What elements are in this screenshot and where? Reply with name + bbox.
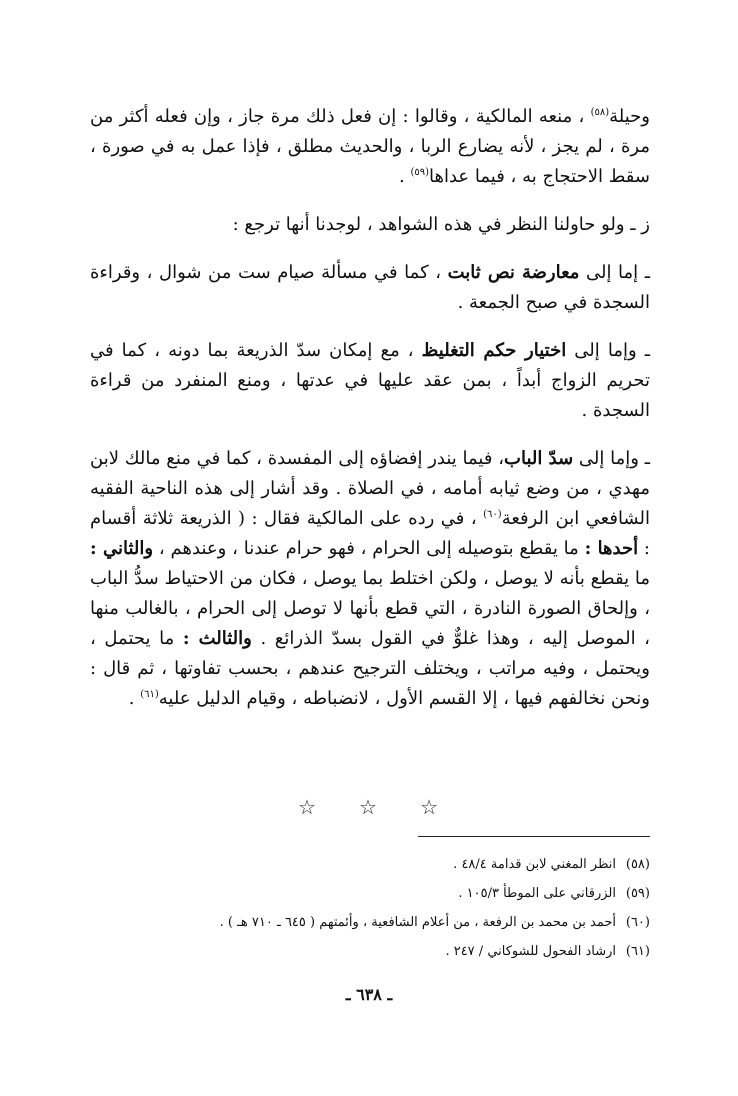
bold-term: والثاني : <box>90 538 154 559</box>
bold-term: أحدها : <box>584 538 639 559</box>
footnote-divider <box>418 836 650 837</box>
bold-term: اختيار حكم التغليظ <box>421 340 567 361</box>
footnote-ref-58: (٥٨) <box>590 107 610 118</box>
footnote-text: أحمد بن محمد بن الرفعة ، من أعلام الشافعية ، وأئمتهم ( ٦٤٥ ـ ٧١٠ هـ ) . <box>219 915 616 930</box>
page-number: ـ ٦٣٨ ـ <box>345 985 393 1004</box>
paragraph-1: وحيلة$^{(٥٨)}$ ، منعه المالكية ، وقالوا : إن فعل ذلك مرة جاز ، وإن فعله أكثر من مرة ، لم يجز ، لأنه يضارع الربا ، والحديث مطلق ، فإذا عمل به في صورة ، سقط الاحتجاج به ، فيما عداها$^{(٥٩)}$ . <box>90 106 650 187</box>
footnote-number: (٥٨) <box>625 857 650 872</box>
paragraph-2: ز ـ ولو حاولنا النظر في هذه الشواهد ، لوجدنا أنها ترجع : <box>232 214 650 235</box>
footnote-text: ارشاد الفحول للشوكاني / ٢٤٧ . <box>445 944 616 959</box>
bold-term: والثالث : <box>182 628 252 649</box>
paragraph-5: ـ وإما إلى سدّ الباب، فيما يندر إفضاؤه إلى المفسدة ، كما في منع مالك لابن مهدي ، من وضع ثيابه أمامه ، في الصلاة . وقد أشار إلى هذه الناحية الفقيه الشافعي ابن الرفعة$^{(٦٠)}$ ، في رده على المالكية فقال : ( الذريعة ثلاثة أقسام : أحدها : ما يقطع بتوصيله إلى الحرام ، فهو حرام عندنا ، وعندهم ، والثاني : ما يقطع بأنه لا يوصل ، ولكن اختلط بما يوصل ، فكان من الاحتياط سدُّ الباب ، وإلحاق الصورة النادرة ، التي قطع بأنها لا توصل إلى الحرام ، بالغالب منها ، الموصل إليه ، وهذا غلوٌّ في القول بسدّ الذرائع . والثالث : ما يحتمل ، ويحتمل ، وفيه مراتب ، ويختلف الترجيح عندهم ، بحسب تفاوتها ، ثم قال : ونحن نخالفهم فيها ، إلا القسم الأول ، لانضباطه ، وقيام الدليل عليه$^{(٦١)}$ . <box>90 448 650 709</box>
footnote-text: الزرقاني على الموطأ ١٠٥/٣ . <box>458 886 616 901</box>
footnote <box>90 908 650 937</box>
footnote <box>90 937 650 966</box>
footnote-ref-61: (٦١) <box>140 689 159 700</box>
bold-term: معارضة نص ثابت <box>447 262 580 283</box>
paragraph-3: ـ إما إلى معارضة نص ثابت ، كما في مسألة صيام ست من شوال ، وقراءة السجدة في صبح الجمعة . <box>90 262 650 313</box>
footnote-number: (٦١) <box>625 944 650 959</box>
footnote-number: (٦٠) <box>625 915 650 930</box>
star-icon: ☆ <box>359 795 377 819</box>
main-text <box>90 102 650 714</box>
footnote-number: (٥٩) <box>625 886 650 901</box>
footnote-text: انظر المغني لابن قدامة ٤٨/٤ . <box>453 857 616 872</box>
star-icon: ☆ <box>420 795 438 819</box>
footnotes <box>90 850 650 966</box>
footnote-ref-59: (٥٩) <box>410 167 429 178</box>
footnote-ref-60: (٦٠) <box>483 509 502 520</box>
footnote <box>90 879 650 908</box>
star-icon: ☆ <box>298 795 316 819</box>
paragraph-4: ـ وإما إلى اختيار حكم التغليظ ، مع إمكان سدّ الذريعة بما دونه ، كما في تحريم الزواج أبداً ، بمن عقد عليها في عدتها ، ومنع المنفرد من قراءة السجدة . <box>90 340 650 421</box>
section-separator <box>298 795 438 819</box>
footnote <box>90 850 650 879</box>
bold-term: سدّ الباب <box>504 448 574 469</box>
